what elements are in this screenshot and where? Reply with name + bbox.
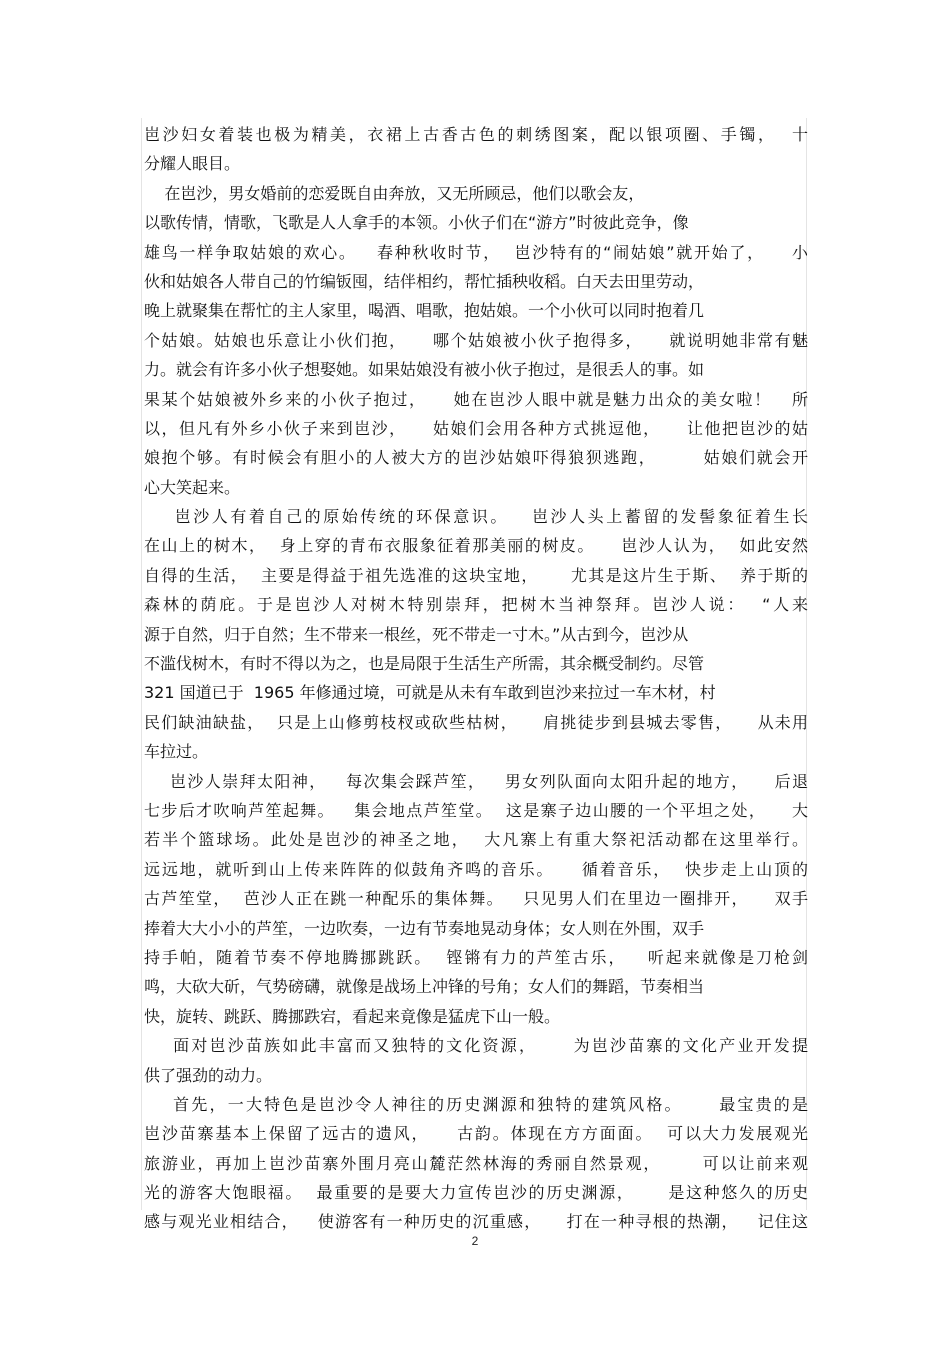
text-line: 旅游业，再加上岜沙苗寨外围月亮山麓茫然林海的秀丽自然景观， 可以让前来观: [144, 1153, 808, 1173]
text-line: 岜沙妇女着装也极为精美，衣裙上古香古色的刺绣图案，配以银项圈、手镯， 十: [144, 125, 808, 144]
text-line: 若半个篮球场。此处是岜沙的神圣之地， 大凡寨上有重大祭祀活动都在这里举行。: [144, 830, 808, 850]
text-line: 321 国道已于 1965 年修通过境，可就是从未有车敢到岜沙来拉过一车木材，村: [144, 683, 716, 703]
text-line: 快，旋转、跳跃、腾挪跌宕，看起来竟像是猛虎下山一般。: [144, 1006, 561, 1026]
text-line: 捧着大大小小的芦笙，一边吹奏，一边有节奏地晃动身体；女人则在外围，双手: [144, 918, 705, 938]
text-line: 岜沙人崇拜太阳神， 每次集会踩芦笙， 男女列队面向太阳升起的地方， 后退: [144, 771, 808, 791]
text-line: 在岜沙，男女婚前的恋爱既自由奔放，又无所顾忌，他们以歌会友，: [144, 183, 645, 203]
text-line: 源于自然，归于自然；生不带来一根丝，死不带走一寸木。”从古到今，岜沙从: [144, 624, 689, 644]
text-line: 力。就会有许多小伙子想娶她。如果姑娘没有被小伙子抱过，是很丢人的事。如: [144, 360, 705, 380]
text-line: 鸣，大砍大斫，气势磅礴，就像是战场上冲锋的号角；女人们的舞蹈，节奏相当: [144, 977, 705, 997]
page-number: 2: [471, 1234, 479, 1248]
text-line: 光的游客大饱眼福。 最重要的是要大力宣传岜沙的历史渊源， 是这种悠久的历史: [144, 1183, 808, 1203]
text-line: 伙和姑娘各人带自己的竹编钣囤，结伴相约，帮忙插秧收稻。白天去田里劳动，: [144, 271, 705, 291]
text-line: 心大笑起来。: [144, 477, 241, 497]
text-line: 自得的生活， 主要是得益于祖先选准的这块宝地， 尤其是这片生于斯、 养于斯的: [144, 565, 808, 585]
text-line: 民们缺油缺盐， 只是上山修剪枝杈或砍些枯树， 肩挑徒步到县城去零售， 从未用: [144, 712, 808, 732]
text-line: 以，但凡有外乡小伙子来到岜沙， 姑娘们会用各种方式挑逗他， 让他把岜沙的姑: [144, 418, 808, 438]
text-line: 面对岜沙苗族如此丰富而又独特的文化资源， 为岜沙苗寨的文化产业开发提: [144, 1036, 808, 1056]
text-line: 车拉过。: [144, 742, 209, 762]
text-line: 远远地，就听到山上传来阵阵的似鼓角齐鸣的音乐。 循着音乐， 快步走上山顶的: [144, 859, 808, 879]
text-line: 不滥伐树木，有时不得以为之，也是局限于生活生产所需，其余概受制约。尽管: [144, 654, 705, 674]
body-text: [144, 120, 808, 1237]
text-line: 首先，一大特色是岜沙令人神往的历史渊源和独特的建筑风格。 最宝贵的是: [144, 1094, 808, 1114]
text-line: 感与观光业相结合， 使游客有一种历史的沉重感， 打在一种寻根的热潮， 记住这: [144, 1212, 808, 1232]
text-line: 森林的荫庇。于是岜沙人对树木特别崇拜，把树木当神祭拜。岜沙人说： “人来: [144, 595, 808, 615]
text-line: 雄鸟一样争取姑娘的欢心。 春种秋收时节， 岜沙特有的“闹姑娘”就开始了， 小: [144, 242, 808, 262]
text-line: 晚上就聚集在帮忙的主人家里，喝酒、唱歌，抱姑娘。一个小伙可以同时抱着几: [144, 301, 705, 321]
text-line: 持手帕，随着节奏不停地腾挪跳跃。 铿锵有力的芦笙古乐， 听起来就像是刀枪剑: [144, 947, 808, 967]
text-line: 果某个姑娘被外乡来的小伙子抱过， 她在岜沙人眼中就是魅力出众的美女啦！ 所: [144, 389, 808, 409]
text-line: 古芦笙堂， 芭沙人正在跳一种配乐的集体舞。 只见男人们在里边一圈排开， 双手: [144, 889, 808, 909]
text-line: 以歌传情，情歌，飞歌是人人拿手的本领。小伙子们在“游方”时彼此竞争，像: [144, 213, 689, 233]
text-line: 七步后才吹响芦笙起舞。 集会地点芦笙堂。 这是寨子边山腰的一个平坦之处， 大: [144, 800, 808, 820]
text-line: 供了强劲的动力。: [144, 1065, 273, 1085]
text-line: 分耀人眼目。: [144, 154, 241, 174]
text-line: 岜沙人有着自己的原始传统的环保意识。 岜沙人头上蓄留的发髻象征着生长: [144, 507, 808, 527]
text-line: 岜沙苗寨基本上保留了远古的遗风， 古韵。体现在方方面面。 可以大力发展观光: [144, 1124, 808, 1144]
text-line: 在山上的树木， 身上穿的青布衣服象征着那美丽的树皮。 岜沙人认为， 如此安然: [144, 536, 808, 556]
text-line: 娘抱个够。有时候会有胆小的人被大方的岜沙姑娘吓得狼狈逃跑， 姑娘们就会开: [144, 448, 808, 468]
text-line: 个姑娘。姑娘也乐意让小伙们抱， 哪个姑娘被小伙子抱得多， 就说明她非常有魅: [144, 330, 808, 350]
